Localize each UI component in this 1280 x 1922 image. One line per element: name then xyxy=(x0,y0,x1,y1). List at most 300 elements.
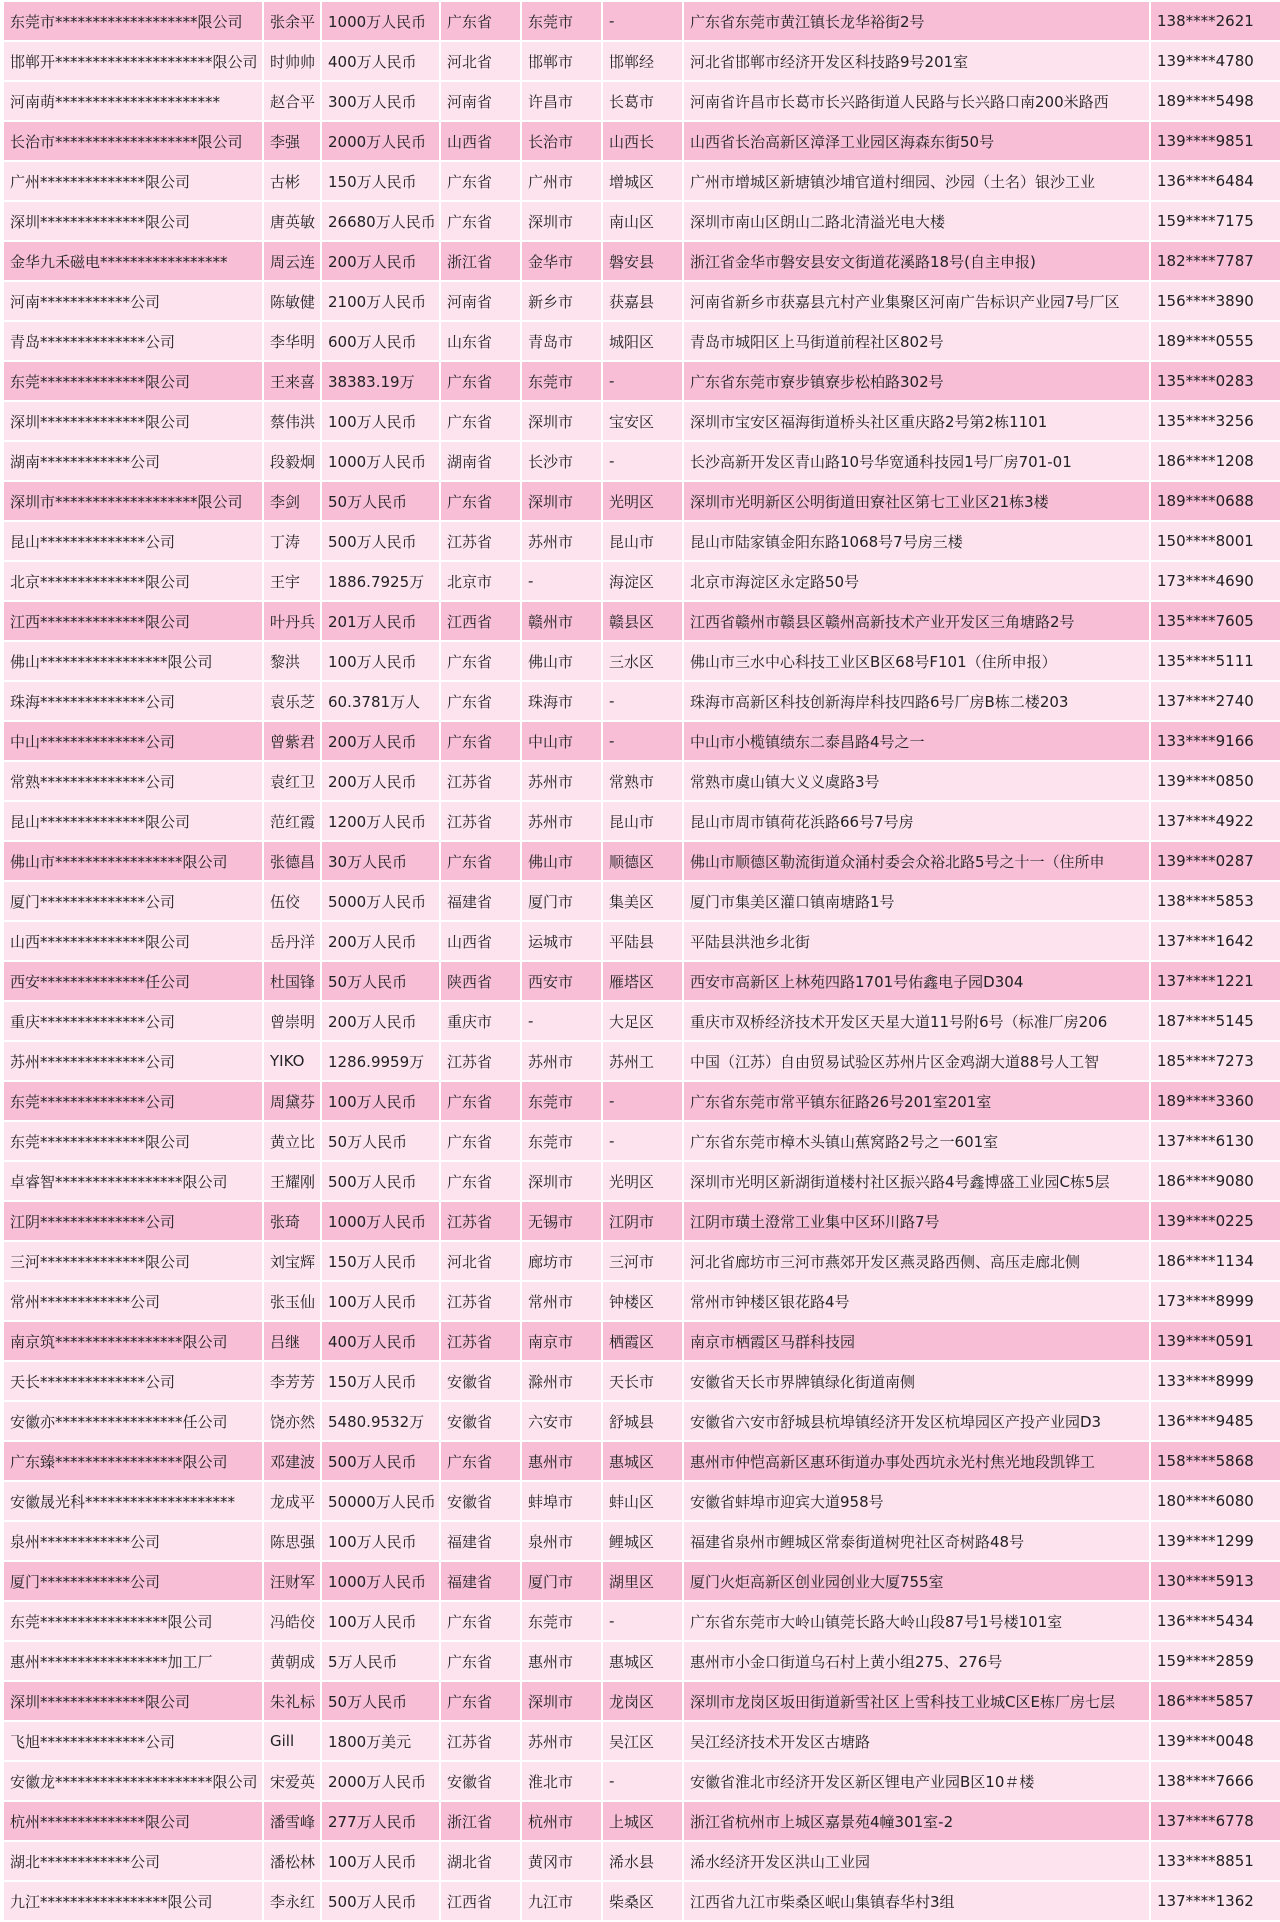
legal-person-cell: 时帅帅 xyxy=(264,42,320,80)
address-cell: 浙江省杭州市上城区嘉景苑4幢301室-2 xyxy=(684,1802,1149,1840)
table-row xyxy=(4,2,1280,40)
city-cell: 苏州市 xyxy=(522,1722,601,1760)
city-cell: 泉州市 xyxy=(522,1522,601,1560)
legal-person-cell: 邓建波 xyxy=(264,1442,320,1480)
legal-person-cell: 蔡伟洪 xyxy=(264,402,320,440)
district-cell: 柴桑区 xyxy=(603,1882,682,1920)
district-cell: - xyxy=(603,1602,682,1640)
legal-person-cell: 周云连 xyxy=(264,242,320,280)
district-cell: 顺德区 xyxy=(603,842,682,880)
company-name-cell: 西安**************任公司 xyxy=(4,962,262,1000)
province-cell: 安徽省 xyxy=(441,1402,520,1440)
district-cell: 舒城县 xyxy=(603,1402,682,1440)
district-cell: - xyxy=(603,1082,682,1120)
legal-person-cell: 李永红 xyxy=(264,1882,320,1920)
company-name-cell: 山西**************限公司 xyxy=(4,922,262,960)
address-cell: 珠海市高新区科技创新海岸科技四路6号厂房B栋二楼203 xyxy=(684,682,1149,720)
province-cell: 江苏省 xyxy=(441,1722,520,1760)
legal-person-cell: 张玉仙 xyxy=(264,1282,320,1320)
table-row xyxy=(4,1682,1280,1720)
district-cell: 山西长 xyxy=(603,122,682,160)
phone-cell: 156****3890 xyxy=(1151,282,1280,320)
company-name-cell: 杭州**************限公司 xyxy=(4,1802,262,1840)
company-name-cell: 珠海**************公司 xyxy=(4,682,262,720)
phone-cell: 186****1134 xyxy=(1151,1242,1280,1280)
district-cell: 增城区 xyxy=(603,162,682,200)
district-cell: 城阳区 xyxy=(603,322,682,360)
province-cell: 江苏省 xyxy=(441,802,520,840)
address-cell: 长沙高新开发区青山路10号华宽通科技园1号厂房701-01 xyxy=(684,442,1149,480)
province-cell: 广东省 xyxy=(441,1602,520,1640)
city-cell: 深圳市 xyxy=(522,482,601,520)
city-cell: 南京市 xyxy=(522,1322,601,1360)
registered-capital-cell: 100万人民币 xyxy=(322,1522,439,1560)
phone-cell: 139****1299 xyxy=(1151,1522,1280,1560)
province-cell: 河北省 xyxy=(441,1242,520,1280)
district-cell: - xyxy=(603,442,682,480)
table-row xyxy=(4,722,1280,760)
address-cell: 北京市海淀区永定路50号 xyxy=(684,562,1149,600)
province-cell: 江西省 xyxy=(441,1882,520,1920)
phone-cell: 139****0850 xyxy=(1151,762,1280,800)
company-name-cell: 东莞*****************限公司 xyxy=(4,1602,262,1640)
province-cell: 江苏省 xyxy=(441,1202,520,1240)
phone-cell: 136****6484 xyxy=(1151,162,1280,200)
district-cell: 常熟市 xyxy=(603,762,682,800)
table-row xyxy=(4,1842,1280,1880)
district-cell: 宝安区 xyxy=(603,402,682,440)
city-cell: 邯郸市 xyxy=(522,42,601,80)
address-cell: 深圳市龙岗区坂田街道新雪社区上雪科技工业城C区E栋厂房七层 xyxy=(684,1682,1149,1720)
table-row xyxy=(4,162,1280,200)
province-cell: 重庆市 xyxy=(441,1002,520,1040)
phone-cell: 173****8999 xyxy=(1151,1282,1280,1320)
address-cell: 江阴市璜土澄常工业集中区环川路7号 xyxy=(684,1202,1149,1240)
company-name-cell: 深圳市*******************限公司 xyxy=(4,482,262,520)
address-cell: 浠水经济开发区洪山工业园 xyxy=(684,1842,1149,1880)
district-cell: 鲤城区 xyxy=(603,1522,682,1560)
district-cell: 南山区 xyxy=(603,202,682,240)
address-cell: 广东省东莞市黄江镇长龙华裕街2号 xyxy=(684,2,1149,40)
phone-cell: 158****5868 xyxy=(1151,1442,1280,1480)
company-name-cell: 东莞市*******************限公司 xyxy=(4,2,262,40)
legal-person-cell: 王耀刚 xyxy=(264,1162,320,1200)
province-cell: 安徽省 xyxy=(441,1762,520,1800)
province-cell: 广东省 xyxy=(441,642,520,680)
legal-person-cell: 陈敏健 xyxy=(264,282,320,320)
company-name-cell: 佛山*****************限公司 xyxy=(4,642,262,680)
table-row xyxy=(4,1122,1280,1160)
table-body xyxy=(4,2,1280,1920)
legal-person-cell: 叶丹兵 xyxy=(264,602,320,640)
city-cell: 深圳市 xyxy=(522,402,601,440)
district-cell: 赣县区 xyxy=(603,602,682,640)
city-cell: 淮北市 xyxy=(522,1762,601,1800)
address-cell: 深圳市宝安区福海街道桥头社区重庆路2号第2栋1101 xyxy=(684,402,1149,440)
table-row xyxy=(4,1002,1280,1040)
city-cell: 惠州市 xyxy=(522,1442,601,1480)
phone-cell: 137****6130 xyxy=(1151,1122,1280,1160)
table-row xyxy=(4,1402,1280,1440)
legal-person-cell: Gill xyxy=(264,1722,320,1760)
registered-capital-cell: 2000万人民币 xyxy=(322,1762,439,1800)
registered-capital-cell: 500万人民币 xyxy=(322,1882,439,1920)
legal-person-cell: 潘松林 xyxy=(264,1842,320,1880)
province-cell: 福建省 xyxy=(441,1522,520,1560)
table-row xyxy=(4,922,1280,960)
phone-cell: 138****5853 xyxy=(1151,882,1280,920)
table-row xyxy=(4,82,1280,120)
legal-person-cell: 岳丹洋 xyxy=(264,922,320,960)
phone-cell: 135****7605 xyxy=(1151,602,1280,640)
province-cell: 广东省 xyxy=(441,842,520,880)
company-name-cell: 河南************公司 xyxy=(4,282,262,320)
city-cell: 厦门市 xyxy=(522,1562,601,1600)
registered-capital-cell: 2000万人民币 xyxy=(322,122,439,160)
company-name-cell: 九江*****************限公司 xyxy=(4,1882,262,1920)
phone-cell: 130****5913 xyxy=(1151,1562,1280,1600)
legal-person-cell: 冯皓佼 xyxy=(264,1602,320,1640)
table-row xyxy=(4,562,1280,600)
table-row xyxy=(4,802,1280,840)
registered-capital-cell: 200万人民币 xyxy=(322,722,439,760)
district-cell: 三河市 xyxy=(603,1242,682,1280)
table-row xyxy=(4,322,1280,360)
city-cell: 无锡市 xyxy=(522,1202,601,1240)
district-cell: 江阴市 xyxy=(603,1202,682,1240)
province-cell: 广东省 xyxy=(441,1122,520,1160)
registered-capital-cell: 1800万美元 xyxy=(322,1722,439,1760)
address-cell: 广州市增城区新塘镇沙埔官道村细园、沙园（土名）银沙工业 xyxy=(684,162,1149,200)
table-row xyxy=(4,1602,1280,1640)
city-cell: - xyxy=(522,1002,601,1040)
district-cell: 长葛市 xyxy=(603,82,682,120)
city-cell: 佛山市 xyxy=(522,642,601,680)
table-row xyxy=(4,1202,1280,1240)
legal-person-cell: 张琦 xyxy=(264,1202,320,1240)
city-cell: 廊坊市 xyxy=(522,1242,601,1280)
phone-cell: 133****8851 xyxy=(1151,1842,1280,1880)
legal-person-cell: 曾紫君 xyxy=(264,722,320,760)
legal-person-cell: 刘宝辉 xyxy=(264,1242,320,1280)
city-cell: 珠海市 xyxy=(522,682,601,720)
province-cell: 江苏省 xyxy=(441,522,520,560)
address-cell: 昆山市周市镇荷花浜路66号7号房 xyxy=(684,802,1149,840)
company-name-cell: 常熟**************公司 xyxy=(4,762,262,800)
phone-cell: 159****2859 xyxy=(1151,1642,1280,1680)
company-name-cell: 安徽晟光科******************** xyxy=(4,1482,262,1520)
table-row xyxy=(4,1362,1280,1400)
registered-capital-cell: 150万人民币 xyxy=(322,1362,439,1400)
registered-capital-cell: 5480.9532万 xyxy=(322,1402,439,1440)
registered-capital-cell: 400万人民币 xyxy=(322,42,439,80)
province-cell: 广东省 xyxy=(441,682,520,720)
phone-cell: 136****9485 xyxy=(1151,1402,1280,1440)
table-row xyxy=(4,1882,1280,1920)
address-cell: 西安市高新区上林苑四路1701号佑鑫电子园D304 xyxy=(684,962,1149,1000)
province-cell: 江苏省 xyxy=(441,762,520,800)
province-cell: 广东省 xyxy=(441,2,520,40)
province-cell: 安徽省 xyxy=(441,1362,520,1400)
city-cell: 长沙市 xyxy=(522,442,601,480)
company-name-cell: 江西**************限公司 xyxy=(4,602,262,640)
company-name-cell: 东莞**************限公司 xyxy=(4,362,262,400)
company-name-cell: 佛山市*****************限公司 xyxy=(4,842,262,880)
address-cell: 安徽省蚌埠市迎宾大道958号 xyxy=(684,1482,1149,1520)
company-name-cell: 安徽亦*****************任公司 xyxy=(4,1402,262,1440)
legal-person-cell: 王宇 xyxy=(264,562,320,600)
registered-capital-cell: 60.3781万人 xyxy=(322,682,439,720)
city-cell: 东莞市 xyxy=(522,2,601,40)
registered-capital-cell: 600万人民币 xyxy=(322,322,439,360)
table-row xyxy=(4,282,1280,320)
province-cell: 安徽省 xyxy=(441,1482,520,1520)
district-cell: 三水区 xyxy=(603,642,682,680)
district-cell: 浠水县 xyxy=(603,1842,682,1880)
address-cell: 安徽省六安市舒城县杭埠镇经济开发区杭埠园区产投产业园D3 xyxy=(684,1402,1149,1440)
table-row xyxy=(4,1442,1280,1480)
district-cell: 昆山市 xyxy=(603,522,682,560)
company-name-cell: 北京**************限公司 xyxy=(4,562,262,600)
address-cell: 浙江省金华市磐安县安文街道花溪路18号(自主申报) xyxy=(684,242,1149,280)
table-row xyxy=(4,1282,1280,1320)
legal-person-cell: 龙成平 xyxy=(264,1482,320,1520)
table-row xyxy=(4,202,1280,240)
registered-capital-cell: 500万人民币 xyxy=(322,522,439,560)
district-cell: 平陆县 xyxy=(603,922,682,960)
address-cell: 江西省九江市柴桑区岷山集镇春华村3组 xyxy=(684,1882,1149,1920)
district-cell: 光明区 xyxy=(603,482,682,520)
table-row xyxy=(4,1322,1280,1360)
province-cell: 山西省 xyxy=(441,922,520,960)
city-cell: 赣州市 xyxy=(522,602,601,640)
legal-person-cell: 潘雪峰 xyxy=(264,1802,320,1840)
table-row xyxy=(4,1162,1280,1200)
phone-cell: 139****9851 xyxy=(1151,122,1280,160)
table-row xyxy=(4,122,1280,160)
company-name-cell: 苏州**************公司 xyxy=(4,1042,262,1080)
phone-cell: 138****7666 xyxy=(1151,1762,1280,1800)
province-cell: 湖北省 xyxy=(441,1842,520,1880)
table-row xyxy=(4,1562,1280,1600)
legal-person-cell: 范红霞 xyxy=(264,802,320,840)
phone-cell: 185****7273 xyxy=(1151,1042,1280,1080)
phone-cell: 133****9166 xyxy=(1151,722,1280,760)
district-cell: - xyxy=(603,362,682,400)
district-cell: 惠城区 xyxy=(603,1642,682,1680)
address-cell: 安徽省淮北市经济开发区新区锂电产业园B区10＃楼 xyxy=(684,1762,1149,1800)
registered-capital-cell: 38383.19万 xyxy=(322,362,439,400)
table-row xyxy=(4,1042,1280,1080)
address-cell: 河北省邯郸市经济开发区科技路9号201室 xyxy=(684,42,1149,80)
city-cell: 西安市 xyxy=(522,962,601,1000)
district-cell: - xyxy=(603,1762,682,1800)
city-cell: 杭州市 xyxy=(522,1802,601,1840)
district-cell: 磐安县 xyxy=(603,242,682,280)
district-cell: 龙岗区 xyxy=(603,1682,682,1720)
company-name-cell: 天长**************公司 xyxy=(4,1362,262,1400)
legal-person-cell: 杜国锋 xyxy=(264,962,320,1000)
city-cell: 六安市 xyxy=(522,1402,601,1440)
phone-cell: 139****0048 xyxy=(1151,1722,1280,1760)
province-cell: 广东省 xyxy=(441,402,520,440)
company-name-cell: 湖南************公司 xyxy=(4,442,262,480)
province-cell: 浙江省 xyxy=(441,1802,520,1840)
table-row xyxy=(4,1082,1280,1120)
province-cell: 浙江省 xyxy=(441,242,520,280)
address-cell: 重庆市双桥经济技术开发区天星大道11号附6号（标准厂房206 xyxy=(684,1002,1149,1040)
district-cell: 苏州工 xyxy=(603,1042,682,1080)
phone-cell: 137****1221 xyxy=(1151,962,1280,1000)
table-row xyxy=(4,642,1280,680)
address-cell: 厦门市集美区灌口镇南塘路1号 xyxy=(684,882,1149,920)
legal-person-cell: 汪财军 xyxy=(264,1562,320,1600)
legal-person-cell: 赵合平 xyxy=(264,82,320,120)
phone-cell: 137****1362 xyxy=(1151,1882,1280,1920)
district-cell: - xyxy=(603,1122,682,1160)
company-name-cell: 三河**************限公司 xyxy=(4,1242,262,1280)
address-cell: 昆山市陆家镇金阳东路1068号7号房三楼 xyxy=(684,522,1149,560)
company-name-cell: 邯郸开*********************限公司 xyxy=(4,42,262,80)
phone-cell: 180****6080 xyxy=(1151,1482,1280,1520)
city-cell: 广州市 xyxy=(522,162,601,200)
company-name-cell: 南京筑*****************限公司 xyxy=(4,1322,262,1360)
registered-capital-cell: 26680万人民币 xyxy=(322,202,439,240)
province-cell: 江苏省 xyxy=(441,1322,520,1360)
registered-capital-cell: 5万人民币 xyxy=(322,1642,439,1680)
company-name-cell: 飞旭**************公司 xyxy=(4,1722,262,1760)
city-cell: 滁州市 xyxy=(522,1362,601,1400)
province-cell: 北京市 xyxy=(441,562,520,600)
city-cell: 常州市 xyxy=(522,1282,601,1320)
legal-person-cell: 张余平 xyxy=(264,2,320,40)
table-row xyxy=(4,1522,1280,1560)
address-cell: 深圳市光明区新湖街道楼村社区振兴路4号鑫博盛工业园C栋5层 xyxy=(684,1162,1149,1200)
address-cell: 惠州市仲恺高新区惠环街道办事处西坑永光村焦光地段凯铧工 xyxy=(684,1442,1149,1480)
city-cell: 深圳市 xyxy=(522,202,601,240)
registered-capital-cell: 1200万人民币 xyxy=(322,802,439,840)
company-name-cell: 深圳**************限公司 xyxy=(4,1682,262,1720)
phone-cell: 189****3360 xyxy=(1151,1082,1280,1120)
company-name-cell: 厦门************公司 xyxy=(4,1562,262,1600)
legal-person-cell: 丁涛 xyxy=(264,522,320,560)
province-cell: 山东省 xyxy=(441,322,520,360)
district-cell: 集美区 xyxy=(603,882,682,920)
company-name-cell: 中山**************公司 xyxy=(4,722,262,760)
address-cell: 惠州市小金口街道乌石村上黄小组275、276号 xyxy=(684,1642,1149,1680)
province-cell: 陕西省 xyxy=(441,962,520,1000)
registered-capital-cell: 200万人民币 xyxy=(322,762,439,800)
registered-capital-cell: 2100万人民币 xyxy=(322,282,439,320)
city-cell: 东莞市 xyxy=(522,1122,601,1160)
legal-person-cell: 宋爱英 xyxy=(264,1762,320,1800)
address-cell: 广东省东莞市常平镇东征路26号201室201室 xyxy=(684,1082,1149,1120)
address-cell: 江西省赣州市赣县区赣州高新技术产业开发区三角塘路2号 xyxy=(684,602,1149,640)
address-cell: 广东省东莞市大岭山镇莞长路大岭山段87号1号楼101室 xyxy=(684,1602,1149,1640)
legal-person-cell: 李强 xyxy=(264,122,320,160)
table-row xyxy=(4,962,1280,1000)
province-cell: 广东省 xyxy=(441,1642,520,1680)
legal-person-cell: 李剑 xyxy=(264,482,320,520)
province-cell: 河南省 xyxy=(441,82,520,120)
table-row xyxy=(4,882,1280,920)
legal-person-cell: 王来喜 xyxy=(264,362,320,400)
phone-cell: 135****0283 xyxy=(1151,362,1280,400)
company-name-cell: 昆山**************限公司 xyxy=(4,802,262,840)
registered-capital-cell: 1000万人民币 xyxy=(322,442,439,480)
company-name-cell: 河南萌********************** xyxy=(4,82,262,120)
city-cell: 蚌埠市 xyxy=(522,1482,601,1520)
phone-cell: 135****3256 xyxy=(1151,402,1280,440)
district-cell: 钟楼区 xyxy=(603,1282,682,1320)
phone-cell: 186****5857 xyxy=(1151,1682,1280,1720)
company-name-cell: 江阴**************公司 xyxy=(4,1202,262,1240)
province-cell: 福建省 xyxy=(441,1562,520,1600)
city-cell: 苏州市 xyxy=(522,522,601,560)
company-name-cell: 湖北************公司 xyxy=(4,1842,262,1880)
phone-cell: 136****5434 xyxy=(1151,1602,1280,1640)
district-cell: 湖里区 xyxy=(603,1562,682,1600)
registered-capital-cell: 50万人民币 xyxy=(322,482,439,520)
phone-cell: 137****2740 xyxy=(1151,682,1280,720)
legal-person-cell: 张德昌 xyxy=(264,842,320,880)
legal-person-cell: 黎洪 xyxy=(264,642,320,680)
legal-person-cell: 袁乐芝 xyxy=(264,682,320,720)
city-cell: 厦门市 xyxy=(522,882,601,920)
phone-cell: 150****8001 xyxy=(1151,522,1280,560)
registered-capital-cell: 100万人民币 xyxy=(322,1602,439,1640)
address-cell: 厦门火炬高新区创业园创业大厦755室 xyxy=(684,1562,1149,1600)
phone-cell: 159****7175 xyxy=(1151,202,1280,240)
registered-capital-cell: 201万人民币 xyxy=(322,602,439,640)
address-cell: 中国（江苏）自由贸易试验区苏州片区金鸡湖大道88号人工智 xyxy=(684,1042,1149,1080)
province-cell: 湖南省 xyxy=(441,442,520,480)
table-row xyxy=(4,682,1280,720)
registered-capital-cell: 50万人民币 xyxy=(322,962,439,1000)
phone-cell: 182****7787 xyxy=(1151,242,1280,280)
registered-capital-cell: 200万人民币 xyxy=(322,922,439,960)
district-cell: 邯郸经 xyxy=(603,42,682,80)
legal-person-cell: 饶亦然 xyxy=(264,1402,320,1440)
city-cell: - xyxy=(522,562,601,600)
city-cell: 九江市 xyxy=(522,1882,601,1920)
table-row xyxy=(4,762,1280,800)
legal-person-cell: 古彬 xyxy=(264,162,320,200)
district-cell: 海淀区 xyxy=(603,562,682,600)
address-cell: 中山市小榄镇绩东二泰昌路4号之一 xyxy=(684,722,1149,760)
company-name-cell: 广州**************限公司 xyxy=(4,162,262,200)
company-name-cell: 青岛**************公司 xyxy=(4,322,262,360)
address-cell: 常州市钟楼区银花路4号 xyxy=(684,1282,1149,1320)
registered-capital-cell: 1000万人民币 xyxy=(322,1202,439,1240)
legal-person-cell: 唐英敏 xyxy=(264,202,320,240)
table-row xyxy=(4,242,1280,280)
province-cell: 福建省 xyxy=(441,882,520,920)
table-row xyxy=(4,482,1280,520)
company-name-cell: 深圳**************限公司 xyxy=(4,402,262,440)
city-cell: 深圳市 xyxy=(522,1162,601,1200)
table-row xyxy=(4,1722,1280,1760)
registered-capital-cell: 300万人民币 xyxy=(322,82,439,120)
phone-cell: 139****4780 xyxy=(1151,42,1280,80)
district-cell: 昆山市 xyxy=(603,802,682,840)
registered-capital-cell: 100万人民币 xyxy=(322,402,439,440)
registered-capital-cell: 277万人民币 xyxy=(322,1802,439,1840)
registered-capital-cell: 150万人民币 xyxy=(322,1242,439,1280)
phone-cell: 137****4922 xyxy=(1151,802,1280,840)
address-cell: 河南省新乡市获嘉县亢村产业集聚区河南广告标识产业园7号厂区 xyxy=(684,282,1149,320)
province-cell: 广东省 xyxy=(441,1082,520,1120)
